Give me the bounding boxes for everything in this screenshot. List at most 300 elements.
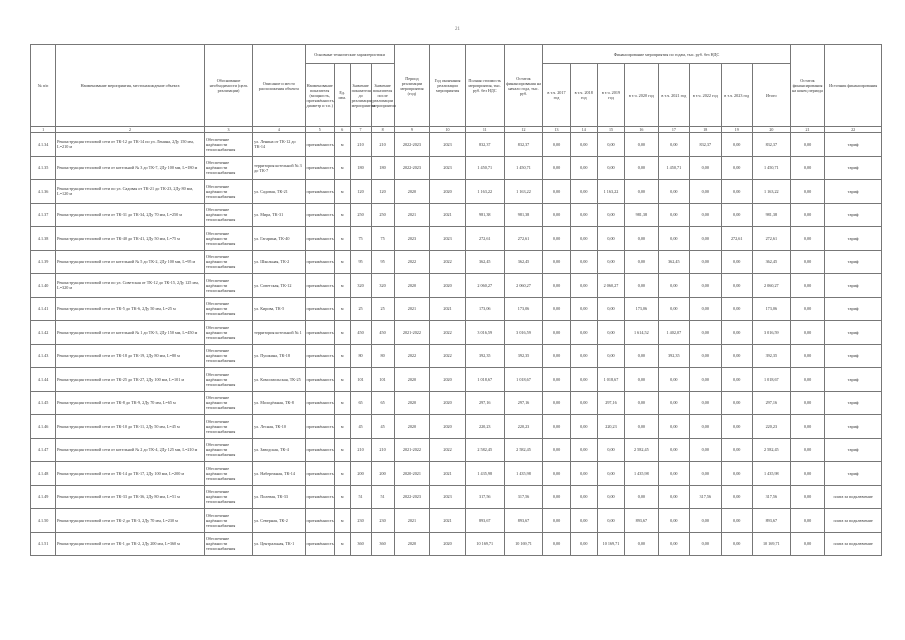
row-fin-2022: 0,00 — [690, 532, 721, 556]
column-number: 1 — [31, 127, 56, 133]
row-unit: м — [334, 180, 350, 204]
row-value-after: 360 — [371, 532, 394, 556]
row-year-end: 2023 — [430, 133, 466, 157]
row-period: 2020 — [394, 180, 430, 204]
row-total: 1 435,98 — [752, 462, 790, 486]
row-number: 4.1.39 — [31, 250, 56, 274]
table-row — [31, 415, 882, 439]
row-number: 4.1.40 — [31, 274, 56, 298]
table-row — [31, 509, 882, 533]
column-number: 20 — [752, 127, 790, 133]
row-value-after: 120 — [371, 180, 394, 204]
row-fin-2018: 0,00 — [570, 250, 597, 274]
row-period: 2021 — [394, 509, 430, 533]
row-fin-2023: 0,00 — [721, 509, 752, 533]
row-cost-fact: 2 060,27 — [504, 274, 543, 298]
row-fin-2021: 0,00 — [658, 180, 689, 204]
header-years: Период реализации мероприятия (год) — [394, 45, 430, 127]
row-total: 2 582,45 — [752, 438, 790, 462]
row-period: 2020 — [394, 391, 430, 415]
row-source: плата за подключение — [825, 509, 882, 533]
row-period: 2020 — [394, 274, 430, 298]
header-financing-group: Финансирование мероприятия по годам, тыс. руб. без НДС — [543, 45, 790, 64]
row-fin-2019: 220,23 — [597, 415, 624, 439]
row-fin-2017: 0,00 — [543, 391, 570, 415]
row-period: 2021 — [394, 297, 430, 321]
row-year-end: 2020 — [430, 274, 466, 298]
row-fin-2019: 0,00 — [597, 321, 624, 345]
row-fin-2019: 0,00 — [597, 203, 624, 227]
row-characteristic: протяжённость — [305, 344, 334, 368]
row-remain: 0,00 — [790, 509, 825, 533]
row-fin-2023: 0,00 — [721, 462, 752, 486]
row-location: ул. Советская, ТК-12 — [253, 274, 305, 298]
row-fin-2018: 0,00 — [570, 532, 597, 556]
row-period: 2022 — [394, 344, 430, 368]
row-location: территория котельной № 1 — [253, 321, 305, 345]
row-fin-2017: 0,00 — [543, 203, 570, 227]
row-number: 4.1.35 — [31, 156, 56, 180]
row-fin-2021: 1 402,07 — [658, 321, 689, 345]
row-value-before: 250 — [350, 203, 371, 227]
row-source: тариф — [825, 180, 882, 204]
row-fin-2023: 0,00 — [721, 250, 752, 274]
row-fin-2022: 0,00 — [690, 438, 721, 462]
row-fin-2023: 0,00 — [721, 415, 752, 439]
row-fin-2017: 0,00 — [543, 180, 570, 204]
row-number: 4.1.43 — [31, 344, 56, 368]
row-characteristic: протяжённость — [305, 321, 334, 345]
header-characteristic: Наименование показателя (мощность, протяжённость, диаметр и т.п.) — [305, 64, 334, 127]
row-fin-2017: 0,00 — [543, 532, 570, 556]
row-cost-plan: 1 450,71 — [465, 156, 504, 180]
row-fin-2020: 0,00 — [625, 180, 659, 204]
row-year-end: 2023 — [430, 227, 466, 251]
header-name: Наименование мероприятия, местонахождение объекта — [56, 45, 205, 127]
row-unit: м — [334, 274, 350, 298]
row-value-before: 320 — [350, 274, 371, 298]
row-cost-plan: 10 169,71 — [465, 532, 504, 556]
row-number: 4.1.41 — [31, 297, 56, 321]
row-fin-2021: 0,00 — [658, 274, 689, 298]
row-fin-2023: 0,00 — [721, 344, 752, 368]
row-source: тариф — [825, 344, 882, 368]
row-fin-2021: 0,00 — [658, 485, 689, 509]
row-fin-2022: 0,00 — [690, 274, 721, 298]
row-cost-fact: 220,23 — [504, 415, 543, 439]
row-value-after: 210 — [371, 133, 394, 157]
row-value-after: 210 — [371, 438, 394, 462]
row-fin-2017: 0,00 — [543, 274, 570, 298]
row-name: Реконструкция тепловой сети от ТК-1 до ТК-2, 2Ду 200 мм, L=360 м — [56, 532, 205, 556]
column-number: 8 — [371, 127, 394, 133]
row-name: Реконструкция тепловой сети от котельной № 1 до ТК-3, 2Ду 150 мм, L=450 м — [56, 321, 205, 345]
row-fin-2020: 2 582,45 — [625, 438, 659, 462]
row-source: тариф — [825, 415, 882, 439]
column-number: 10 — [430, 127, 466, 133]
row-justification: Обеспечение надёжности теплоснабжения — [204, 485, 252, 509]
row-fin-2021: 0,00 — [658, 368, 689, 392]
row-fin-2017: 0,00 — [543, 156, 570, 180]
row-justification: Обеспечение надёжности теплоснабжения — [204, 462, 252, 486]
header-object: Обоснование необходимости (цель реализации) — [204, 45, 252, 127]
row-name: Реконструкция тепловой сети от ТК-10 до ТК-11, 2Ду 50 мм, L=45 м — [56, 415, 205, 439]
row-fin-2017: 0,00 — [543, 321, 570, 345]
row-value-after: 200 — [371, 462, 394, 486]
row-location: ул. Кирова, ТК-5 — [253, 297, 305, 321]
header-total: Итого — [752, 64, 790, 127]
row-value-before: 210 — [350, 133, 371, 157]
row-cost-plan: 981,38 — [465, 203, 504, 227]
row-remain: 0,00 — [790, 180, 825, 204]
row-value-before: 65 — [350, 391, 371, 415]
row-value-before: 210 — [350, 438, 371, 462]
row-fin-2020: 173,06 — [625, 297, 659, 321]
row-cost-fact: 297,16 — [504, 391, 543, 415]
table-row — [31, 156, 882, 180]
header-y2022: в т.ч. 2022 год — [690, 64, 721, 127]
table-row — [31, 274, 882, 298]
row-unit: м — [334, 250, 350, 274]
row-fin-2019: 0,00 — [597, 485, 624, 509]
row-total: 1 163,22 — [752, 180, 790, 204]
row-cost-plan: 1 018,67 — [465, 368, 504, 392]
row-fin-2018: 0,00 — [570, 203, 597, 227]
row-value-after: 180 — [371, 156, 394, 180]
row-justification: Обеспечение надёжности теплоснабжения — [204, 250, 252, 274]
row-number: 4.1.48 — [31, 462, 56, 486]
row-value-before: 95 — [350, 250, 371, 274]
header-y2020: в т.ч. 2020 год — [625, 64, 659, 127]
row-name: Реконструкция тепловой сети от ТК-31 до ТК-34, 2Ду 70 мм, L=250 м — [56, 203, 205, 227]
row-cost-fact: 3 016,59 — [504, 321, 543, 345]
row-cost-fact: 893,67 — [504, 509, 543, 533]
row-fin-2017: 0,00 — [543, 133, 570, 157]
row-fin-2021: 0,00 — [658, 203, 689, 227]
row-year-end: 2022 — [430, 344, 466, 368]
row-fin-2018: 0,00 — [570, 180, 597, 204]
row-location: территория котельной № 3 до ТК-7 — [253, 156, 305, 180]
row-characteristic: протяжённость — [305, 438, 334, 462]
row-number: 4.1.46 — [31, 415, 56, 439]
row-name: Реконструкция тепловой сети от ТК-18 до ТК-19, 2Ду 80 мм, L=80 м — [56, 344, 205, 368]
row-fin-2018: 0,00 — [570, 227, 597, 251]
row-cost-fact: 392,35 — [504, 344, 543, 368]
row-fin-2019: 297,16 — [597, 391, 624, 415]
row-fin-2020: 0,00 — [625, 485, 659, 509]
row-period: 2021-2022 — [394, 321, 430, 345]
row-fin-2021: 1 450,71 — [658, 156, 689, 180]
row-cost-fact: 1 018,67 — [504, 368, 543, 392]
row-value-after: 250 — [371, 203, 394, 227]
column-number: 17 — [658, 127, 689, 133]
column-number: 18 — [690, 127, 721, 133]
row-name: Реконструкция тепловой сети по ул. Советская от ТК-12 до ТК-15, 2Ду 125 мм, L=320 м — [56, 274, 205, 298]
row-cost-plan: 220,23 — [465, 415, 504, 439]
row-fin-2018: 0,00 — [570, 344, 597, 368]
row-source: тариф — [825, 156, 882, 180]
column-number: 3 — [204, 127, 252, 133]
row-cost-plan: 173,06 — [465, 297, 504, 321]
row-location: ул. Школьная, ТК-2 — [253, 250, 305, 274]
row-number: 4.1.36 — [31, 180, 56, 204]
row-remain: 0,00 — [790, 415, 825, 439]
row-number: 4.1.42 — [31, 321, 56, 345]
row-name: Реконструкция тепловой сети от котельной № 3 до ТК-7, 2Ду 100 мм, L=180 м — [56, 156, 205, 180]
header-source: Источник финансирования — [825, 45, 882, 127]
row-fin-2021: 0,00 — [658, 227, 689, 251]
row-location: ул. Северная, ТК-2 — [253, 509, 305, 533]
row-location: ул. Лесная, ТК-10 — [253, 415, 305, 439]
row-fin-2021: 0,00 — [658, 438, 689, 462]
row-justification: Обеспечение надёжности теплоснабжения — [204, 438, 252, 462]
table-row — [31, 485, 882, 509]
row-justification: Обеспечение надёжности теплоснабжения — [204, 391, 252, 415]
row-fin-2022: 0,00 — [690, 368, 721, 392]
row-source: тариф — [825, 368, 882, 392]
row-unit: м — [334, 133, 350, 157]
row-fin-2018: 0,00 — [570, 509, 597, 533]
row-name: Реконструкция тепловой сети от котельной № 5 до ТК-2, 2Ду 100 мм, L=95 м — [56, 250, 205, 274]
row-period: 2022-2023 — [394, 133, 430, 157]
row-cost-fact: 362,45 — [504, 250, 543, 274]
row-fin-2021: 0,00 — [658, 509, 689, 533]
row-value-after: 95 — [371, 250, 394, 274]
column-number: 2 — [56, 127, 205, 133]
row-total: 981,38 — [752, 203, 790, 227]
row-justification: Обеспечение надёжности теплоснабжения — [204, 415, 252, 439]
row-period: 2020-2021 — [394, 462, 430, 486]
row-value-before: 360 — [350, 532, 371, 556]
row-characteristic: протяжённость — [305, 532, 334, 556]
row-source: тариф — [825, 227, 882, 251]
column-number: 14 — [570, 127, 597, 133]
row-fin-2018: 0,00 — [570, 415, 597, 439]
row-fin-2017: 0,00 — [543, 462, 570, 486]
row-remain: 0,00 — [790, 344, 825, 368]
row-year-end: 2022 — [430, 250, 466, 274]
column-number: 9 — [394, 127, 430, 133]
header-unit: Ед. изм. — [334, 64, 350, 127]
row-unit: м — [334, 368, 350, 392]
row-location: ул. Комсомольская, ТК-25 — [253, 368, 305, 392]
row-justification: Обеспечение надёжности теплоснабжения — [204, 509, 252, 533]
row-total: 1 018,67 — [752, 368, 790, 392]
row-source: тариф — [825, 274, 882, 298]
row-fin-2023: 0,00 — [721, 368, 752, 392]
row-fin-2019: 0,00 — [597, 133, 624, 157]
row-justification: Обеспечение надёжности теплоснабжения — [204, 274, 252, 298]
row-name: Реконструкция тепловой сети от ТК-40 до ТК-41, 2Ду 50 мм, L=75 м — [56, 227, 205, 251]
column-number: 4 — [253, 127, 305, 133]
row-remain: 0,00 — [790, 274, 825, 298]
row-fin-2017: 0,00 — [543, 250, 570, 274]
row-period: 2021-2022 — [394, 438, 430, 462]
row-fin-2018: 0,00 — [570, 156, 597, 180]
row-cost-fact: 1 163,22 — [504, 180, 543, 204]
row-cost-fact: 1 435,98 — [504, 462, 543, 486]
row-cost-fact: 317,56 — [504, 485, 543, 509]
row-fin-2018: 0,00 — [570, 438, 597, 462]
row-fin-2021: 0,00 — [658, 532, 689, 556]
table-row — [31, 227, 882, 251]
row-unit: м — [334, 391, 350, 415]
row-fin-2019: 0,00 — [597, 156, 624, 180]
row-location: ул. Центральная, ТК-1 — [253, 532, 305, 556]
row-total: 297,16 — [752, 391, 790, 415]
row-value-before: 450 — [350, 321, 371, 345]
row-justification: Обеспечение надёжности теплоснабжения — [204, 297, 252, 321]
row-fin-2018: 0,00 — [570, 462, 597, 486]
column-number: 11 — [465, 127, 504, 133]
row-remain: 0,00 — [790, 485, 825, 509]
row-cost-plan: 317,56 — [465, 485, 504, 509]
row-fin-2017: 0,00 — [543, 227, 570, 251]
row-fin-2020: 981,38 — [625, 203, 659, 227]
row-unit: м — [334, 509, 350, 533]
row-fin-2018: 0,00 — [570, 297, 597, 321]
row-fin-2020: 0,00 — [625, 415, 659, 439]
row-justification: Обеспечение надёжности теплоснабжения — [204, 180, 252, 204]
row-fin-2017: 0,00 — [543, 509, 570, 533]
header-y2017: в т.ч. 2017 год — [543, 64, 570, 127]
row-remain: 0,00 — [790, 203, 825, 227]
row-source: тариф — [825, 462, 882, 486]
row-year-end: 2020 — [430, 368, 466, 392]
row-unit: м — [334, 438, 350, 462]
row-fin-2023: 0,00 — [721, 156, 752, 180]
row-unit: м — [334, 462, 350, 486]
table-row — [31, 297, 882, 321]
row-fin-2023: 0,00 — [721, 274, 752, 298]
row-fin-2017: 0,00 — [543, 485, 570, 509]
row-characteristic: протяжённость — [305, 180, 334, 204]
row-fin-2020: 0,00 — [625, 250, 659, 274]
row-characteristic: протяжённость — [305, 203, 334, 227]
row-year-end: 2022 — [430, 321, 466, 345]
row-fin-2019: 0,00 — [597, 462, 624, 486]
row-source: плата за подключение — [825, 532, 882, 556]
row-fin-2023: 272,61 — [721, 227, 752, 251]
row-fin-2019: 2 060,27 — [597, 274, 624, 298]
row-cost-plan: 832,37 — [465, 133, 504, 157]
row-value-after: 101 — [371, 368, 394, 392]
row-period: 2022 — [394, 250, 430, 274]
row-fin-2021: 0,00 — [658, 391, 689, 415]
row-characteristic: протяжённость — [305, 391, 334, 415]
row-fin-2021: 362,45 — [658, 250, 689, 274]
header-remain: Остаток финансирования на конец периода — [790, 45, 825, 127]
row-location: ул. Набережная, ТК-14 — [253, 462, 305, 486]
row-location: ул. Гагарина, ТК-40 — [253, 227, 305, 251]
row-fin-2017: 0,00 — [543, 297, 570, 321]
row-remain: 0,00 — [790, 227, 825, 251]
table-row — [31, 203, 882, 227]
row-cost-plan: 3 016,59 — [465, 321, 504, 345]
table-row — [31, 368, 882, 392]
row-fin-2022: 0,00 — [690, 415, 721, 439]
row-number: 4.1.47 — [31, 438, 56, 462]
row-fin-2017: 0,00 — [543, 415, 570, 439]
row-remain: 0,00 — [790, 321, 825, 345]
column-number: 16 — [625, 127, 659, 133]
row-fin-2018: 0,00 — [570, 133, 597, 157]
row-period: 2020 — [394, 415, 430, 439]
row-value-after: 51 — [371, 485, 394, 509]
row-remain: 0,00 — [790, 156, 825, 180]
row-characteristic: протяжённость — [305, 415, 334, 439]
row-name: Реконструкция тепловой сети от ТК-2 до ТК-3, 2Ду 70 мм, L=230 м — [56, 509, 205, 533]
row-cost-fact: 981,38 — [504, 203, 543, 227]
row-characteristic: протяжённость — [305, 156, 334, 180]
row-number: 4.1.34 — [31, 133, 56, 157]
row-fin-2022: 0,00 — [690, 156, 721, 180]
row-justification: Обеспечение надёжности теплоснабжения — [204, 321, 252, 345]
row-fin-2022: 0,00 — [690, 391, 721, 415]
row-location: ул. Заводская, ТК-4 — [253, 438, 305, 462]
row-remain: 0,00 — [790, 532, 825, 556]
row-justification: Обеспечение надёжности теплоснабжения — [204, 368, 252, 392]
row-fin-2018: 0,00 — [570, 274, 597, 298]
row-year-end: 2020 — [430, 180, 466, 204]
row-value-before: 51 — [350, 485, 371, 509]
row-period: 2020 — [394, 532, 430, 556]
column-number: 6 — [334, 127, 350, 133]
row-period: 2022-2023 — [394, 156, 430, 180]
row-fin-2020: 0,00 — [625, 532, 659, 556]
row-fin-2022: 0,00 — [690, 180, 721, 204]
row-remain: 0,00 — [790, 250, 825, 274]
row-fin-2020: 0,00 — [625, 391, 659, 415]
row-fin-2019: 1 018,67 — [597, 368, 624, 392]
row-total: 893,67 — [752, 509, 790, 533]
row-value-after: 45 — [371, 415, 394, 439]
row-fin-2023: 0,00 — [721, 203, 752, 227]
row-unit: м — [334, 297, 350, 321]
row-fin-2022: 832,37 — [690, 133, 721, 157]
row-fin-2022: 0,00 — [690, 227, 721, 251]
row-number: 4.1.37 — [31, 203, 56, 227]
row-name: Реконструкция тепловой сети от ТК-14 до ТК-17, 2Ду 100 мм, L=200 м — [56, 462, 205, 486]
row-location: ул. Ленина от ТК-12 до ТК-14 — [253, 133, 305, 157]
page-number: 21 — [455, 27, 460, 32]
row-unit: м — [334, 415, 350, 439]
row-fin-2019: 1 163,22 — [597, 180, 624, 204]
row-year-end: 2022 — [430, 438, 466, 462]
row-fin-2023: 0,00 — [721, 297, 752, 321]
header-num: № п/п — [31, 45, 56, 127]
row-fin-2021: 0,00 — [658, 415, 689, 439]
row-period: 2021 — [394, 203, 430, 227]
header-year-end: Год окончания реализации мероприятия — [430, 45, 466, 127]
row-location: ул. Мира, ТК-31 — [253, 203, 305, 227]
row-fin-2019: 0,00 — [597, 227, 624, 251]
row-unit: м — [334, 344, 350, 368]
row-value-before: 45 — [350, 415, 371, 439]
row-remain: 0,00 — [790, 391, 825, 415]
row-value-after: 25 — [371, 297, 394, 321]
row-fin-2019: 0,00 — [597, 297, 624, 321]
row-fin-2021: 0,00 — [658, 462, 689, 486]
row-fin-2023: 0,00 — [721, 485, 752, 509]
row-fin-2017: 0,00 — [543, 438, 570, 462]
row-name: Реконструкция тепловой сети по ул. Садовая от ТК-21 до ТК-23, 2Ду 80 мм, L=120 м — [56, 180, 205, 204]
header-cost-fact: Остаток финансирования на начало года, тыс. руб. — [504, 45, 543, 127]
row-characteristic: протяжённость — [305, 297, 334, 321]
row-justification: Обеспечение надёжности теплоснабжения — [204, 156, 252, 180]
table-row — [31, 344, 882, 368]
row-total: 392,35 — [752, 344, 790, 368]
